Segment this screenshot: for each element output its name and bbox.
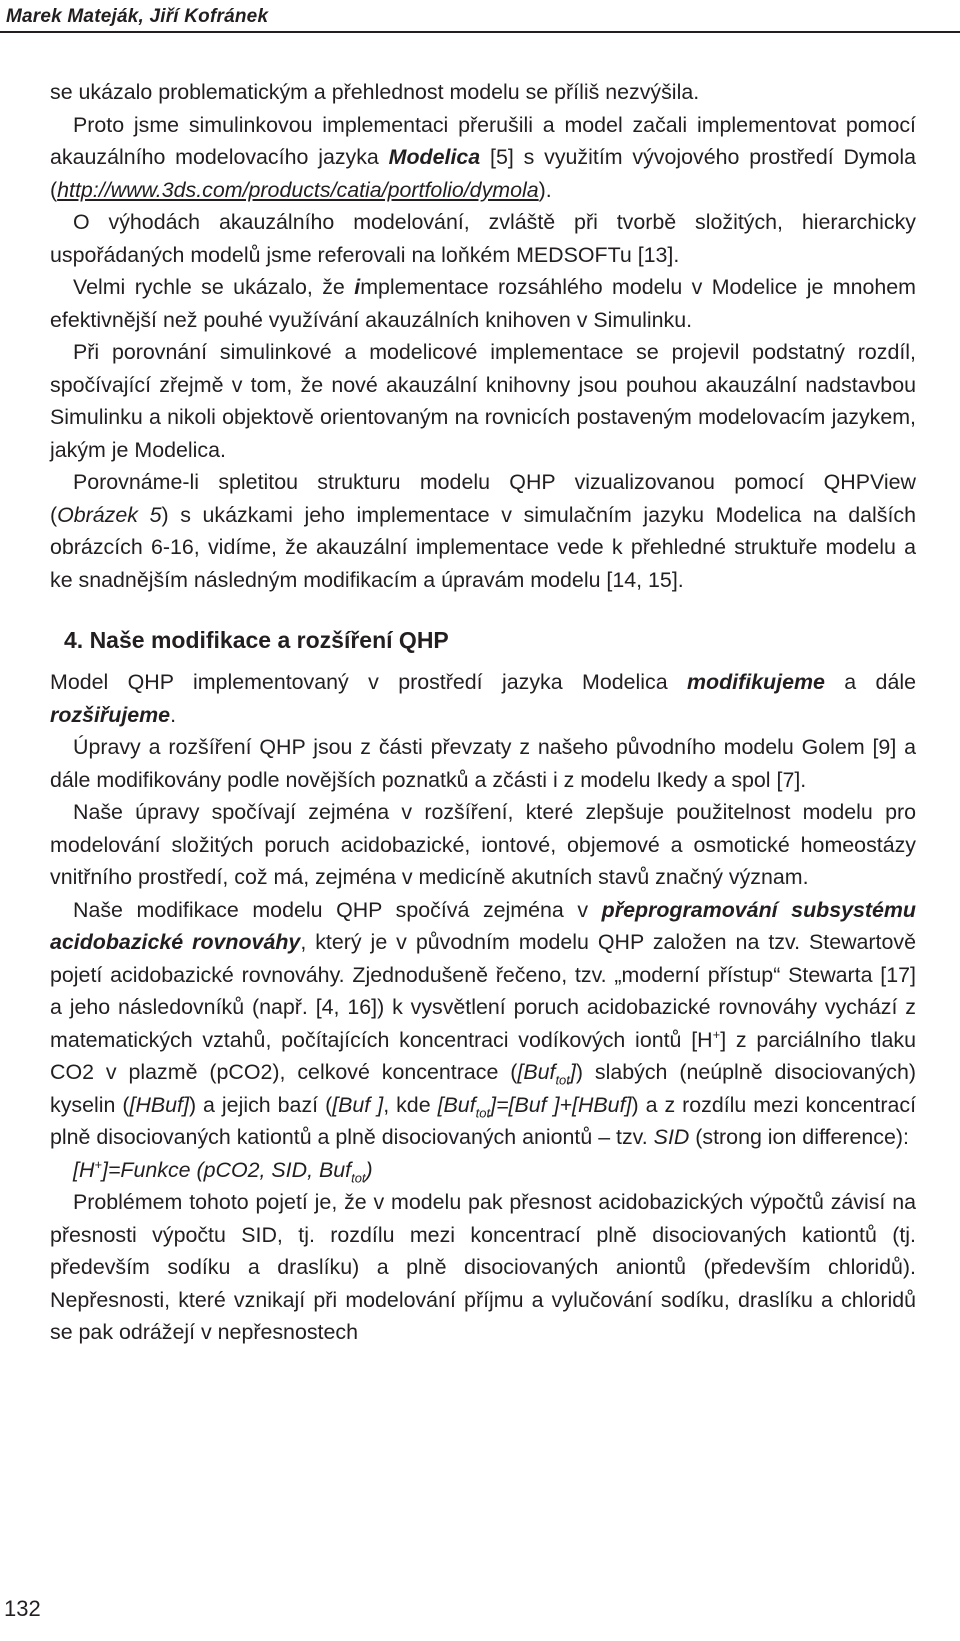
running-header <box>0 0 960 38</box>
dymola-link[interactable]: http://www.3ds.com/products/catia/portfolio/dymola <box>57 177 539 202</box>
paragraph-10: Naše modifikace modelu QHP spočívá zejména v přeprogramování subsystému acidobazické rovnováhy, který je v původním modelu QHP založen na tzv. Stewartově pojetí acidobazické rovnováhy. Zjednodušeně řečeno, tzv. „moderní přístup“ Stewarta [17] a jeho následovníků (např. [4, 16]) k vysvětlení poruch acidobazické rovnováhy vychází z matematických vztahů, počítajících koncentraci vodíkových iontů [H+] z parciálního tlaku CO2 v plazmě (pCO2), celkové koncentrace ([Buf$_{tot}$]) slabých (neúplně disociovaných) kyselin ([HBuf]) a jejich bazí ([Buf ], kde [Buf$_{tot}$]=[Buf ]+[HBuf]) a z rozdílu mezi koncentrací plně disociovaných kationtů a plně disociovaných aniontů – tzv. SID (strong ion difference): <box>50 897 917 1149</box>
formula: [H+]=Funkce (pCO2, SID, Buf$_{tot}$) <box>73 1156 373 1185</box>
paragraph-11: Problémem tohoto pojetí je, že v modelu pak přesnost acidobazických výpočtů závisí na přesnosti výpočtu SID, tj. rozdílu mezi koncentrací plně disociovaných kationtů (tj. především sodíku a draslíku) a plně disociovaných aniontů (především chloridů). Nepřesnosti, které vznikají při modelování příjmu a vylučování sodíku, draslíku a chloridů se pak odrážejí v nepřesnostech <box>50 1190 916 1344</box>
paragraph-9: Naše úpravy spočívají zejména v rozšíření, které zlepšuje použitelnost modelu pro modelování složitých poruch acidobazické, iontové, objemové a osmotické homeostázy vnitřního prostředí, což má, zejména v medicíně akutních stavů značný význam. <box>50 800 916 889</box>
paragraph-5: Při porovnání simulinkové a modelicové implementace se projevil podstatný rozdíl, spočívající zřejmě v tom, že nové akauzální knihovny jsou pouhou akauzální nadstavbou Simulinku a nikoli objektově orientovaným na rovnicích postaveným modelovacím jazykem, jakým je Modelica. <box>50 340 916 462</box>
paragraph-6: Porovnáme-li spletitou strukturu modelu QHP vizualizovanou pomocí QHPView (Obrázek 5) s ukázkami jeho implementace v simulačním jazyku Modelica na dalších obrázcích 6-16, vidíme, že akauzální implementace vede k přehledné struktuře modelu a ke snadnějším následným modifikacím a úpravám modelu [14, 15]. <box>50 470 917 592</box>
paragraph-7: Model QHP implementovaný v prostředí jazyka Modelica modifikujeme a dále rozšiřujeme. <box>50 670 916 727</box>
page-body <box>50 76 916 1349</box>
section-heading: 4. Naše modifikace a rozšíření QHP <box>64 627 449 653</box>
paragraph-1: se ukázalo problematickým a přehlednost modelu se příliš nezvýšila. <box>50 80 700 104</box>
header-rule <box>0 31 960 33</box>
header-authors: Marek Mateják, Jiří Kofránek <box>6 6 269 27</box>
page-number: 132 <box>4 1596 41 1621</box>
paragraph-2: Proto jsme simulinkovou implementaci přerušili a model začali implementovat pomocí akauzálního modelovacího jazyka Modelica [5] s využitím vývojového prostředí Dymola (http://www.3ds.com/products/catia/portfolio/dymola). <box>50 112 916 202</box>
figure-reference: Obrázek 5 <box>57 502 162 527</box>
paragraph-8: Úpravy a rozšíření QHP jsou z části převzaty z našeho původního modelu Golem [9] a dále modifikovány podle novějších poznatků a zčásti i z modelu Ikedy a spol [7]. <box>50 735 916 792</box>
paragraph-3: O výhodách akauzálního modelování, zvláště při tvorbě složitých, hierarchicky uspořádaných modelů jsme referovali na loňkém MEDSOFTu [13]. <box>50 210 916 267</box>
modelica-term: Modelica <box>388 145 481 169</box>
paragraph-4: Velmi rychle se ukázalo, že implementace rozsáhlého modelu v Modelice je mnohem efektivnější než pouhé využívání akauzálních knihoven v Simulinku. <box>50 275 917 332</box>
